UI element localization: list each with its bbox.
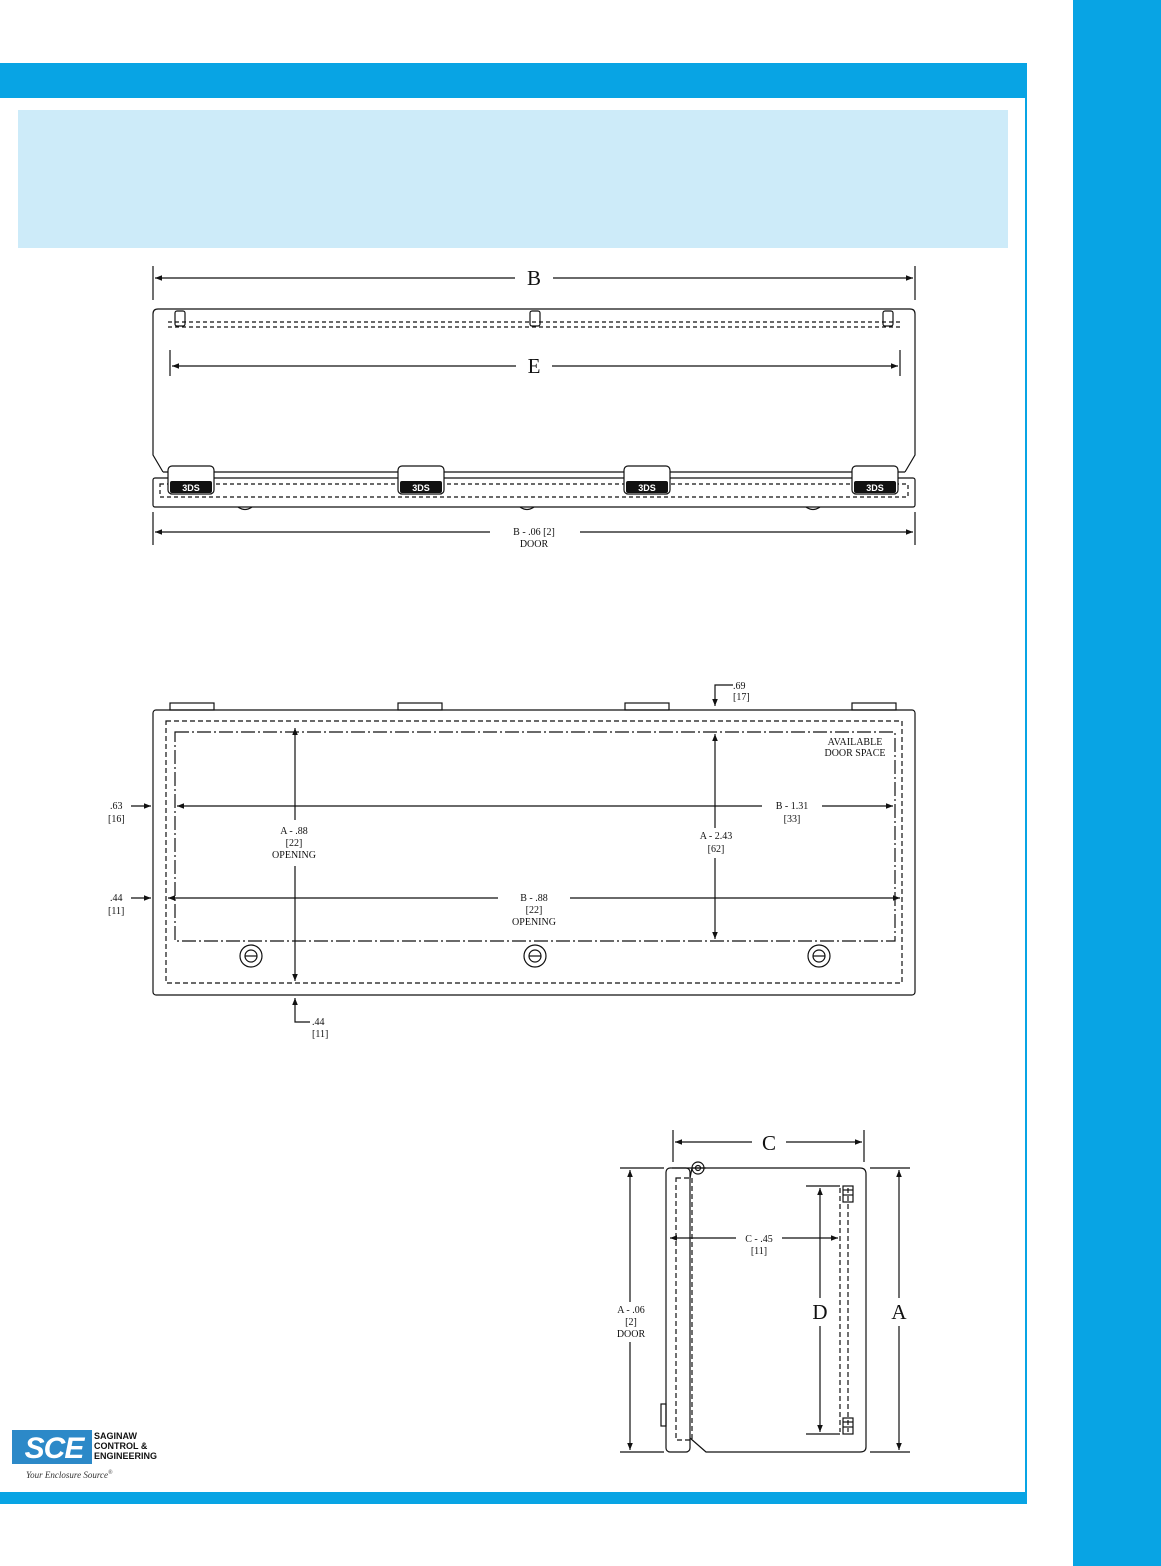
hinge-block (168, 466, 214, 494)
hinge-mark: 3DS (182, 483, 200, 493)
dim-044-bottom-mm: [11] (312, 1029, 329, 1040)
hinge-mark: 3DS (412, 483, 430, 493)
side-view (620, 1130, 910, 1452)
dim-044-left-mm: [11] (108, 906, 125, 917)
logo-line-2: CONTROL & (94, 1441, 148, 1451)
logo-mark (12, 1430, 92, 1464)
dim-b-131-mm: [33] (783, 814, 801, 825)
logo-registered-mark: ® (108, 1470, 113, 1476)
dim-door-word: DOOR (519, 539, 549, 550)
dim-069: .69 (733, 681, 746, 692)
dim-a-door: A - .06 (617, 1305, 645, 1316)
dim-d-label: D (812, 1300, 828, 1324)
dim-a-243: A - 2.43 (699, 831, 733, 842)
dim-a-opening-mm: [22] (285, 838, 303, 849)
front-view (153, 266, 915, 545)
available-line-1: AVAILABLE (827, 737, 883, 748)
screw-icon (240, 945, 262, 967)
dim-c-label: C (761, 1131, 777, 1155)
available-line-2: DOOR SPACE (824, 748, 886, 759)
door-screws (240, 945, 830, 967)
logo-line-3: ENGINEERING (94, 1451, 158, 1461)
dim-063-mm: [16] (108, 814, 125, 825)
dim-c-045-mm: [11] (750, 1246, 768, 1257)
logo-tagline-text: Your Enclosure Source (26, 1470, 108, 1480)
dim-b-131: B - 1.31 (775, 801, 809, 812)
dim-044-left: .44 (110, 893, 123, 904)
dim-a-door-word: DOOR (616, 1329, 646, 1340)
dim-a-door-mm: [2] (625, 1317, 637, 1328)
hinge-block (624, 466, 670, 494)
door-view (131, 685, 915, 1022)
dim-b-opening: B - .88 (520, 893, 548, 904)
dim-a-opening: A - .88 (280, 826, 308, 837)
dim-069-mm: [17] (733, 692, 750, 703)
hinge-block (852, 466, 898, 494)
hinge-mark: 3DS (866, 483, 884, 493)
dim-a-opening-word: OPENING (272, 850, 316, 861)
sce-logo (10, 1428, 160, 1488)
dim-b-label: B (526, 266, 542, 290)
logo-company-name (94, 1431, 157, 1461)
dim-a-243-mm: [62] (707, 844, 725, 855)
logo-letters: SCE (24, 1432, 84, 1465)
dim-b-opening-mm: [22] (525, 905, 543, 916)
dim-a-label: A (891, 1300, 907, 1324)
logo-tagline (26, 1470, 113, 1480)
dim-063: .63 (110, 801, 123, 812)
screw-icon (524, 945, 546, 967)
logo-line-1: SAGINAW (94, 1431, 138, 1441)
dim-e-label: E (527, 354, 541, 378)
dim-door-width: B - .06 [2] (513, 527, 555, 538)
dim-c-045: C - .45 (745, 1234, 773, 1245)
front-hinges (168, 466, 898, 494)
hinge-mark: 3DS (638, 483, 656, 493)
hinge-block (398, 466, 444, 494)
screw-icon (808, 945, 830, 967)
dim-044-bottom: .44 (312, 1017, 325, 1028)
dim-b-opening-word: OPENING (512, 917, 556, 928)
